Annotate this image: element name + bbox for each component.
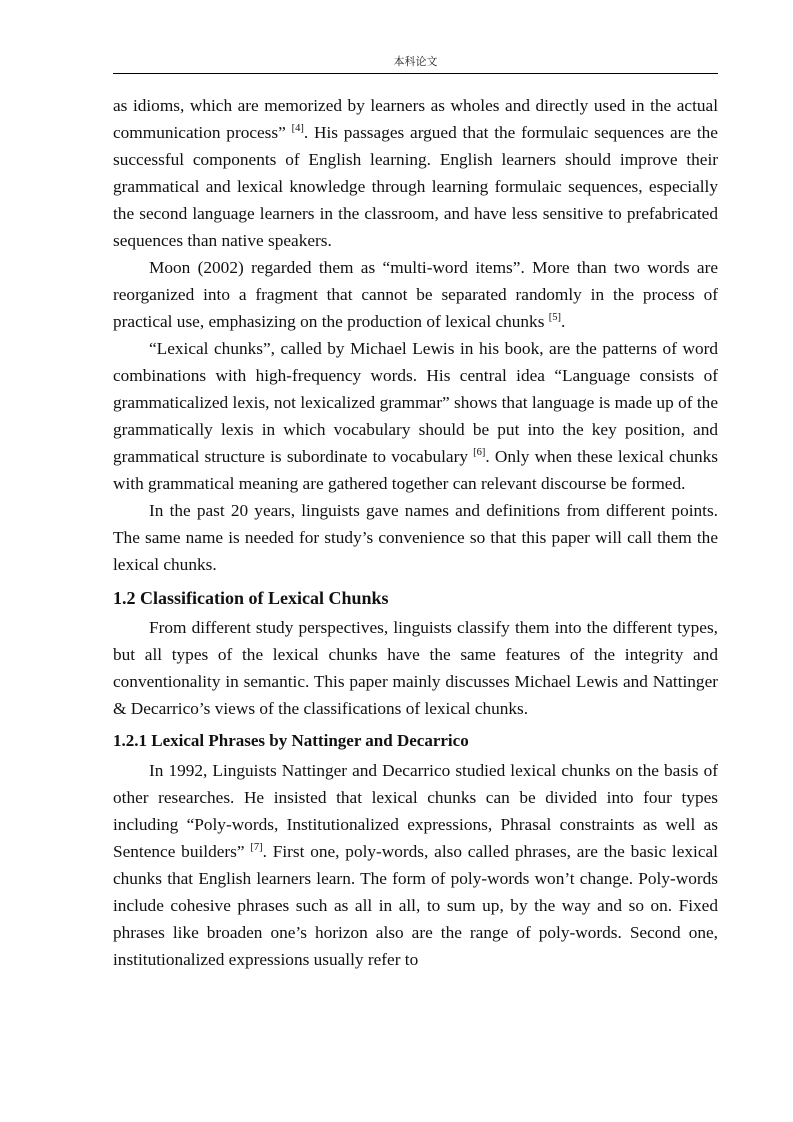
body-text	[113, 92, 718, 973]
paragraph-2: Moon (2002) regarded them as “multi-word items”. More than two words are reorganized into a fragment that cannot be separated randomly in the process of practical use, emphasizing on the production of lexical chunks [5].	[113, 258, 718, 331]
citation-ref: [6]	[473, 447, 486, 459]
section-heading: 1.2 Classification of Lexical Chunks	[113, 588, 389, 608]
paragraph-1: as idioms, which are memorized by learners as wholes and directly used in the actual communication process” [4]. His passages argued that the formulaic sequences are the successful components of English learning. English learners should improve their grammatical and lexical knowledge through learning formulaic sequences, especially the second language learners in the classroom, and have less sensitive to prefabricated sequences than native speakers.	[113, 96, 718, 250]
running-header: 本科论文	[393, 55, 438, 68]
citation-ref: [4]	[291, 123, 304, 135]
paragraph-4: In the past 20 years, linguists gave names and definitions from different points. The same name is needed for study’s convenience so that this paper will call them the lexical chunks.	[113, 501, 718, 574]
paragraph-5: From different study perspectives, linguists classify them into the different types, but all types of the lexical chunks have the same features of the integrity and conventionality in semantic. This paper mainly discusses Michael Lewis and Nattinger & Decarrico’s views of the classifications of lexical chunks.	[113, 618, 718, 718]
paragraph-3: “Lexical chunks”, called by Michael Lewis in his book, are the patterns of word combinations with high-frequency words. His central idea “Language consists of grammaticalized lexis, not lexicalized grammar” shows that language is made up of the grammatically lexis in which vocabulary should be put into the key position, and grammatical structure is subordinate to vocabulary [6]. Only when these lexical chunks with grammatical meaning are gathered together can relevant discourse be formed.	[113, 339, 718, 493]
paragraph-6: In 1992, Linguists Nattinger and Decarrico studied lexical chunks on the basis of other researches. He insisted that lexical chunks can be divided into four types including “Poly-words, Institutionalized expressions, Phrasal constraints as well as Sentence builders” [7]. First one, poly-words, also called phrases, are the basic lexical chunks that English learners learn. The form of poly-words won’t change. Poly-words include cohesive phrases such as all in all, to sum up, by the way and so on. Fixed phrases like broaden one’s horizon also are the range of poly-words. Second one, institutionalized expressions usually refer to	[113, 761, 718, 969]
header-rule	[113, 73, 718, 74]
subsection-heading: 1.2.1 Lexical Phrases by Nattinger and Decarrico	[113, 731, 469, 750]
citation-ref: [5]	[548, 312, 561, 324]
citation-ref: [7]	[250, 842, 263, 854]
